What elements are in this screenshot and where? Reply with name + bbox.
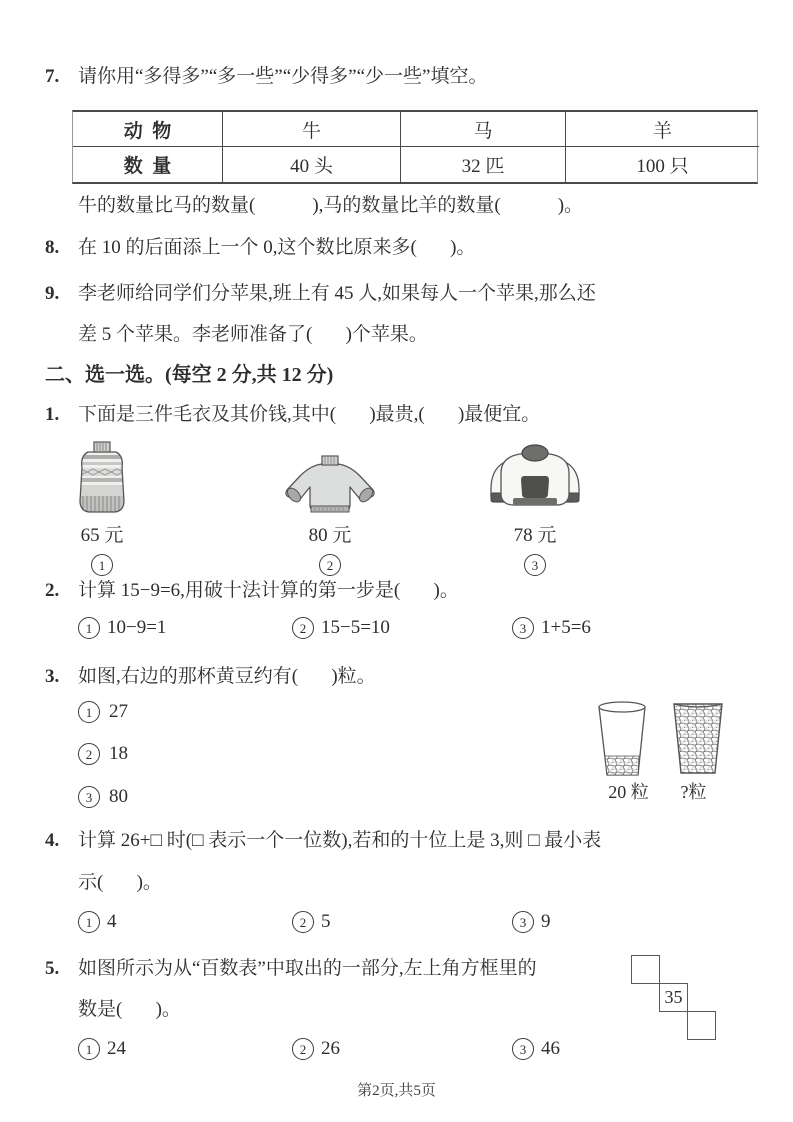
- q4-option-3: 3 9: [512, 911, 551, 933]
- question-4-text-line2: 示( )。: [78, 872, 162, 893]
- question-8-text: 在 10 的后面添上一个 0,这个数比原来多( )。: [78, 237, 476, 258]
- sweater-option-1: [58, 441, 146, 576]
- question-4-text-line1: 计算 26+□ 时(□ 表示一个一位数),若和的十位上是 3,则 □ 最小表: [78, 830, 602, 851]
- sweater-3-price: 78 元: [513, 525, 557, 546]
- q3-option-1: 1 27: [78, 701, 128, 727]
- question-1-number: 1.: [45, 404, 60, 425]
- question-3-text: 如图,右边的那杯黄豆约有( )粒。: [78, 666, 376, 687]
- q2-option-3: 3 1+5=6: [512, 617, 591, 639]
- question-7-text: 请你用“多得多”“多一些”“少得多”“少一些”填空。: [78, 66, 488, 87]
- animals-table: [72, 110, 758, 184]
- staircase-square-middle: 35: [659, 983, 688, 1012]
- q5-option-2: 2 26: [292, 1038, 340, 1060]
- bean-cups-image: [596, 699, 726, 784]
- question-9-text-line2: 差 5 个苹果。李老师准备了( )个苹果。: [78, 324, 428, 345]
- question-9-text-line1: 李老师给同学们分苹果,班上有 45 人,如果每人一个苹果,那么还: [78, 283, 596, 304]
- q2-option-1: 1 10−9=1: [78, 617, 166, 639]
- table-header-sheep: 羊: [566, 112, 759, 147]
- question-5: [45, 956, 625, 982]
- table-header-animal: 动 物: [73, 112, 223, 147]
- question-3-number: 3.: [45, 666, 60, 687]
- question-1-text: 下面是三件毛衣及其价钱,其中( )最贵,( )最便宜。: [78, 404, 541, 425]
- question-1: [45, 402, 540, 428]
- table-row-quantity-label: 数 量: [73, 147, 223, 182]
- gray-sweater-image: [281, 441, 379, 517]
- q4-option-1: 1 4: [78, 911, 117, 933]
- sweater-3-label: 3: [524, 554, 546, 576]
- hundred-chart-staircase: [631, 955, 721, 1045]
- question-5-number: 5.: [45, 958, 60, 979]
- question-2-options: [78, 617, 738, 643]
- question-4-number: 4.: [45, 830, 60, 851]
- q3-option-3: 3 80: [78, 786, 128, 812]
- staircase-square-bottom: [687, 1011, 716, 1040]
- table-cell-horse-count: 32 匹: [401, 147, 566, 182]
- sweater-1-label: 1: [91, 554, 113, 576]
- q5-option-3: 3 46: [512, 1038, 560, 1060]
- question-8-number: 8.: [45, 237, 60, 258]
- section-2-heading: 二、选一选。(每空 2 分,共 12 分): [45, 364, 334, 386]
- question-9: [45, 281, 596, 307]
- right-cup-label: ?粒: [680, 782, 707, 802]
- sweater-2-price: 80 元: [308, 525, 352, 546]
- q5-option-1: 1 24: [78, 1038, 126, 1060]
- question-5-text-line1: 如图所示为从“百数表”中取出的一部分,左上角方框里的: [78, 958, 537, 979]
- question-7: [45, 64, 487, 90]
- q2-option-2: 2 15−5=10: [292, 617, 390, 639]
- staircase-square-top: [631, 955, 660, 984]
- white-sweater-image: [485, 441, 585, 517]
- question-4: [45, 828, 601, 854]
- sweater-option-2: [281, 441, 379, 576]
- question-4-options: [78, 911, 738, 937]
- table-header-cow: 牛: [223, 112, 401, 147]
- question-2-number: 2.: [45, 580, 60, 601]
- question-7-fill-line: 牛的数量比马的数量( ),马的数量比羊的数量( )。: [78, 195, 584, 216]
- question-5-text-line2: 数是( )。: [78, 999, 181, 1020]
- q3-option-2: 2 18: [78, 743, 128, 769]
- sweater-option-3: [485, 441, 585, 576]
- question-7-number: 7.: [45, 66, 60, 87]
- question-2-text: 计算 15−9=6,用破十法计算的第一步是( )。: [78, 580, 459, 601]
- table-cell-sheep-count: 100 只: [636, 156, 689, 177]
- striped-sweater-image: [58, 441, 146, 517]
- page-footer: 第2页,共5页: [357, 1083, 436, 1099]
- question-3: [45, 664, 376, 690]
- table-cell-cow-count: 40 头: [223, 147, 401, 182]
- sweater-1-price: 65 元: [80, 525, 124, 546]
- bean-cup-labels: [596, 778, 726, 804]
- question-9-number: 9.: [45, 283, 60, 304]
- left-cup-label: 20 粒: [608, 782, 649, 802]
- question-2: [45, 578, 459, 604]
- question-8: [45, 235, 475, 261]
- sweater-2-label: 2: [319, 554, 341, 576]
- q4-option-2: 2 5: [292, 911, 331, 933]
- table-header-horse: 马: [401, 112, 566, 147]
